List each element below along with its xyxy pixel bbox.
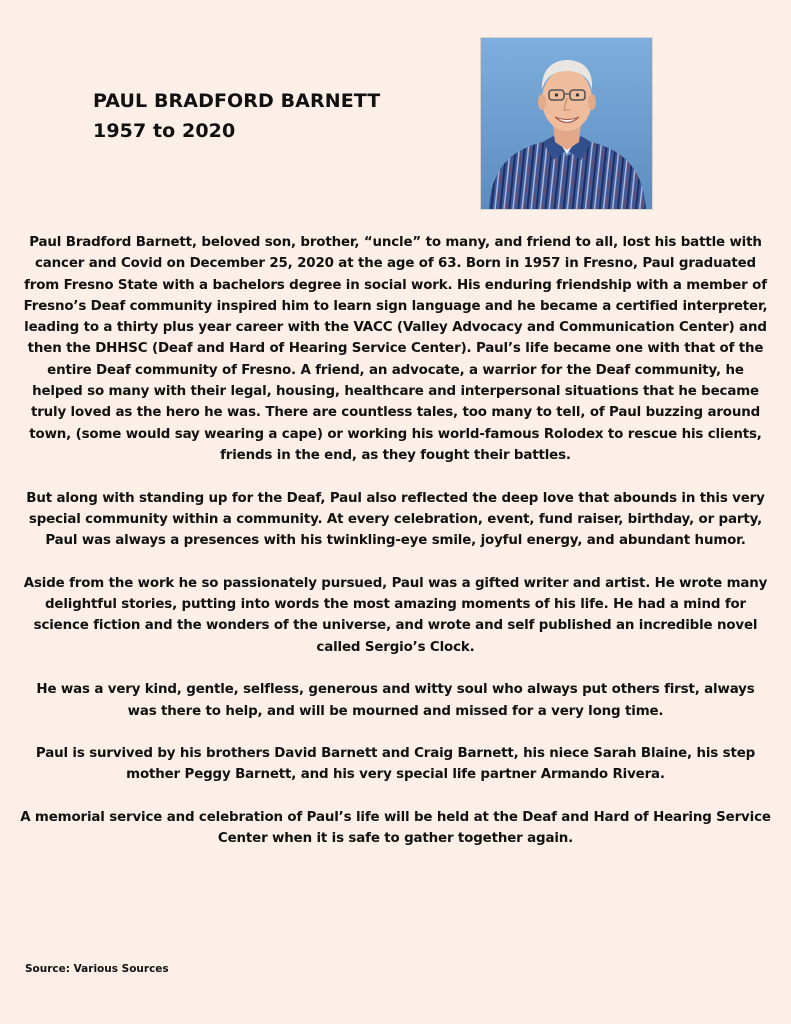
portrait-photo [480,37,653,210]
paragraph-memorial: A memorial service and celebration of Paul’s life will be held at the Deaf and Hard of Hearing Service Center when it is safe to gather together again. [20,810,771,847]
deceased-name: PAUL BRADFORD BARNETT [93,90,381,112]
life-years: 1957 to 2020 [93,120,236,142]
paragraph-biography: Paul Bradford Barnett, beloved son, brother, “uncle” to many, and friend to all, lost his battle with cancer and Covid on December 25, 2020 at the age of 63. Born in 1957 in Fresno, Paul graduated from Fresno State with a bachelors degree in social work. His enduring friendship with a member of Fresno’s Deaf community inspired him to learn sign language and he became a certified interpreter, leading to a thirty plus year career with the VACC (Valley Advocacy and Communication Center) and then the DHHSC (Deaf and Hard of Hearing Service Center). Paul’s life became one with that of the entire Deaf community of Fresno. A friend, an advocate, a warrior for the Deaf community, he helped so many with their legal, housing, healthcare and interpersonal situations that he became truly loved as the hero he was. There are countless tales, too many to tell, of Paul buzzing around town, (some would say wearing a cape) or working his world-famous Rolodex to rescue his clients, friends in the end, as they fought their battles. [23,235,768,463]
paragraph-character: He was a very kind, gentle, selfless, generous and witty soul who always put others first, always was there to help, and will be mourned and missed for a very long time. [36,682,755,719]
portrait-illustration [481,38,652,209]
source-note: Source: Various Sources [25,963,169,975]
paragraph-community: But along with standing up for the Deaf, Paul also reflected the deep love that abounds in this very special community within a community. At every celebration, event, fund raiser, birthday, or party, Paul was always a presences with his twinkling-eye smile, joyful energy, and abundant humor. [26,490,765,549]
paragraph-writer-artist: Aside from the work he so passionately pursued, Paul was a gifted writer and artist. He wrote many delightful stories, putting into words the most amazing moments of his life. He had a mind for science fiction and the wonders of the universe, and wrote and self published an incredible novel called Sergio’s Clock. [23,575,768,655]
obituary-body [20,232,771,871]
paragraph-survivors: Paul is survived by his brothers David Barnett and Craig Barnett, his niece Sarah Blaine, his step mother Peggy Barnett, and his very special life partner Armando Rivera. [35,746,756,783]
obituary-header [93,86,380,146]
